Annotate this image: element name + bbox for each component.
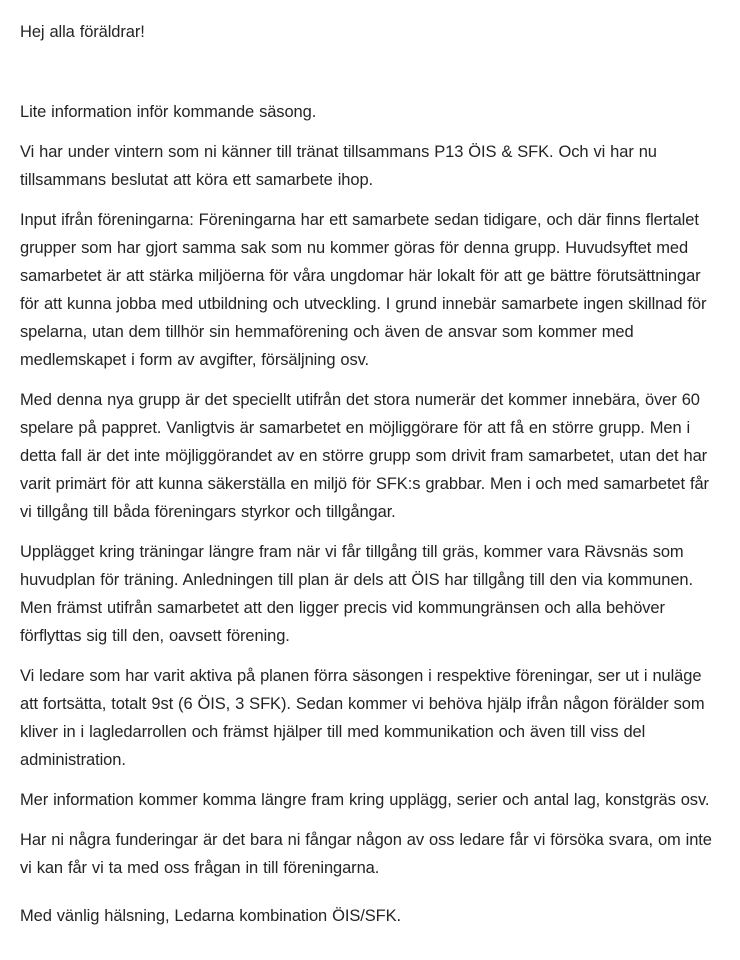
paragraph-more-info: Mer information kommer komma längre fram kring upplägg, serier och antal lag, konstgräs osv.	[20, 791, 710, 809]
paragraph-leaders: Vi ledare som har varit aktiva på planen förra säsongen i respektive föreningar, ser ut i nuläge att fortsätta, totalt 9st (6 ÖIS, 3 SFK). Sedan kommer vi behöva hjälp ifrån någon förälder som kliver in i lagledarrollen och främst hjälper till med kommunikation och även till viss del administration.	[20, 667, 705, 769]
greeting-text: Hej alla föräldrar!	[20, 23, 145, 41]
paragraph-club-input: Input ifrån föreningarna: Föreningarna har ett samarbete sedan tidigare, och där finns flertalet grupper som har gjort samma sak som nu kommer göras för denna grupp. Huvudsyftet med samarbetet är att stärka miljöerna för våra ungdomar här lokalt för att ge bättre förutsättningar för att kunna jobba med utbildning och utveckling. I grund innebär samarbete ingen skillnad för spelarna, utan dem tillhör sin hemmaförening och även de ansvar som kommer med medlemskapet i form av avgifter, försäljning osv.	[20, 211, 707, 369]
paragraph-season-intro: Lite information inför kommande säsong.	[20, 103, 317, 121]
paragraph-questions: Har ni några funderingar är det bara ni fångar någon av oss ledare får vi försöka svara, om inte vi kan får vi ta med oss frågan in till föreningarna.	[20, 831, 712, 877]
signature-text: Med vänlig hälsning, Ledarna kombination ÖIS/SFK.	[20, 907, 401, 925]
paragraph-training-field: Upplägget kring träningar längre fram när vi får tillgång till gräs, kommer vara Rävsnäs som huvudplan för träning. Anledningen till plan är dels att ÖIS har tillgång till den via kommunen. Men främst utifrån samarbetet att den ligger precis vid kommungränsen och alla behöver förflyttas sig till den, oavsett förening.	[20, 543, 693, 645]
empty-paragraph	[20, 58, 716, 86]
paragraph-group-size: Med denna nya grupp är det speciellt utifrån det stora numerär det kommer innebära, över 60 spelare på pappret. Vanligtvis är samarbetet en möjliggörare för att få en större grupp. Men i detta fall är det inte möjliggörandet av en större grupp som drivit fram samarbetet, utan det har varit primärt för att kunna säkerställa en miljö för SFK:s grabbar. Men i och med samarbetet får vi tillgång till båda föreningars styrkor och tillgångar.	[20, 391, 709, 521]
paragraph-winter-training: Vi har under vintern som ni känner till tränat tillsammans P13 ÖIS & SFK. Och vi har nu tillsammans beslutat att köra ett samarbete ihop.	[20, 143, 657, 189]
